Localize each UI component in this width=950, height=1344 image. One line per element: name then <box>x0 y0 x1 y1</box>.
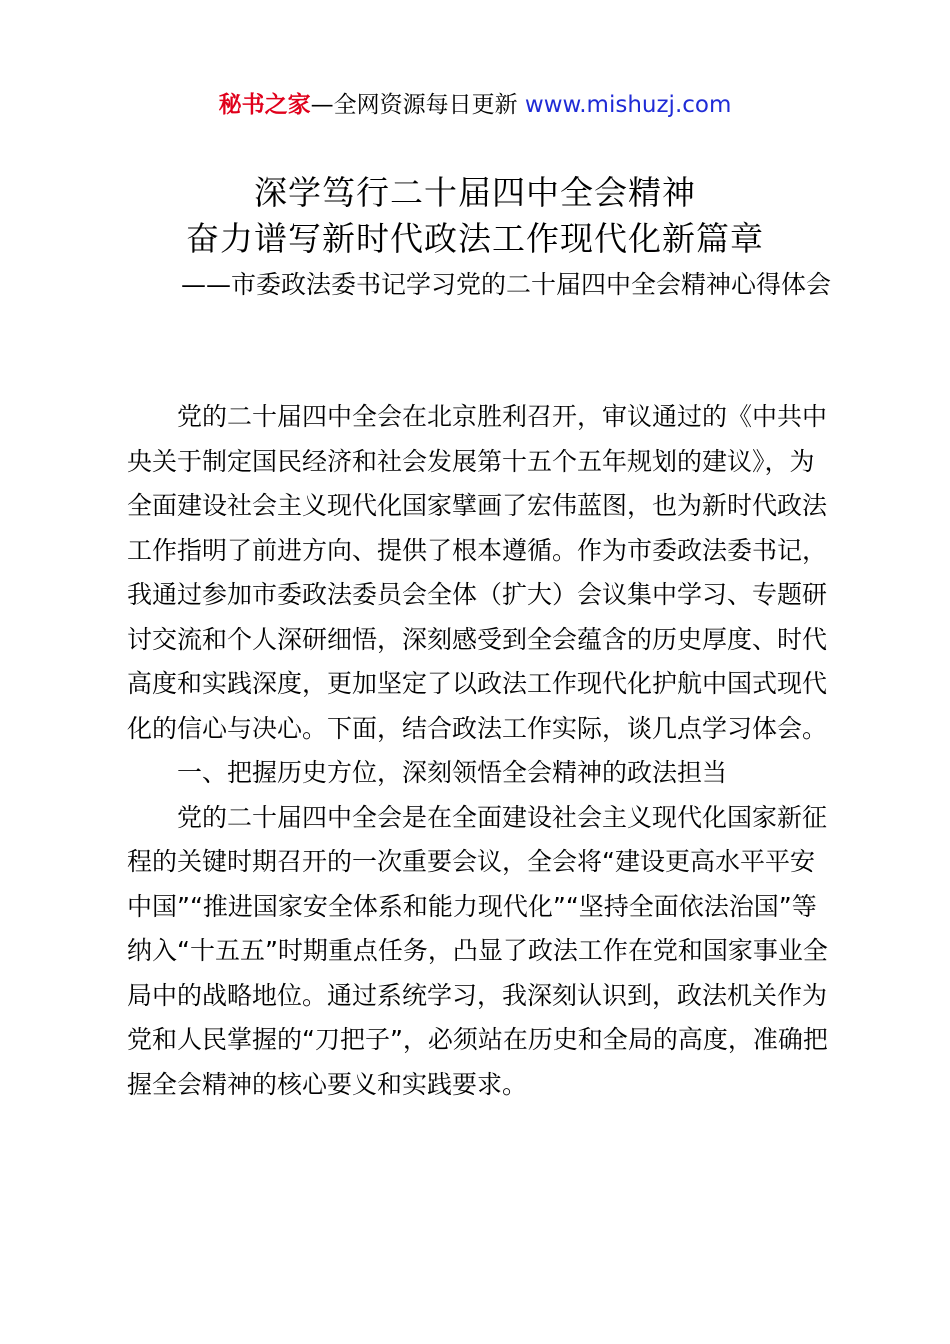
site-header <box>0 90 950 120</box>
document-subtitle: ——市委政法委书记学习党的二十届四中全会精神心得体会 <box>181 270 832 299</box>
paragraph-intro: 党的二十届四中全会在北京胜利召开，审议通过的《中共中央关于制定国民经济和社会发展第十五个五年规划的建议》，为全面建设社会主义现代化国家擘画了宏伟蓝图，也为新时代政法工作指明了前进方向、提供了根本遵循。作为市委政法委书记，我通过参加市委政法委员会全体（扩大）会议集中学习、专题研讨交流和个人深研细悟，深刻感受到全会蕴含的历史厚度、时代高度和实践深度，更加坚定了以政法工作现代化护航中国式现代化的信心与决心。下面，结合政法工作实际，谈几点学习体会。 <box>127 402 828 743</box>
document-title <box>0 170 950 262</box>
title-line-1: 深学笃行二十届四中全会精神 <box>254 173 696 212</box>
section-heading-1: 一、把握历史方位，深刻领悟全会精神的政法担当 <box>177 758 728 787</box>
header-tagline: —全网资源每日更新 <box>310 92 518 118</box>
site-url-link[interactable]: www.mishuzj.com <box>517 92 732 118</box>
paragraph-section-1: 党的二十届四中全会是在全面建设社会主义现代化国家新征程的关键时期召开的一次重要会议，全会将“建设更高水平平安中国”“推进国家安全体系和能力现代化”“坚持全面依法治国”等纳入“十五五”时期重点任务，凸显了政法工作在党和国家事业全局中的战略地位。通过系统学习，我深刻认识到，政法机关作为党和人民掌握的“刀把子”，必须站在历史和全局的高度，准确把握全会精神的核心要义和实践要求。 <box>127 802 828 1099</box>
title-line-2: 奋力谱写新时代政法工作现代化新篇章 <box>186 219 764 258</box>
document-body <box>127 395 833 1107</box>
brand-name: 秘书之家 <box>218 92 311 118</box>
